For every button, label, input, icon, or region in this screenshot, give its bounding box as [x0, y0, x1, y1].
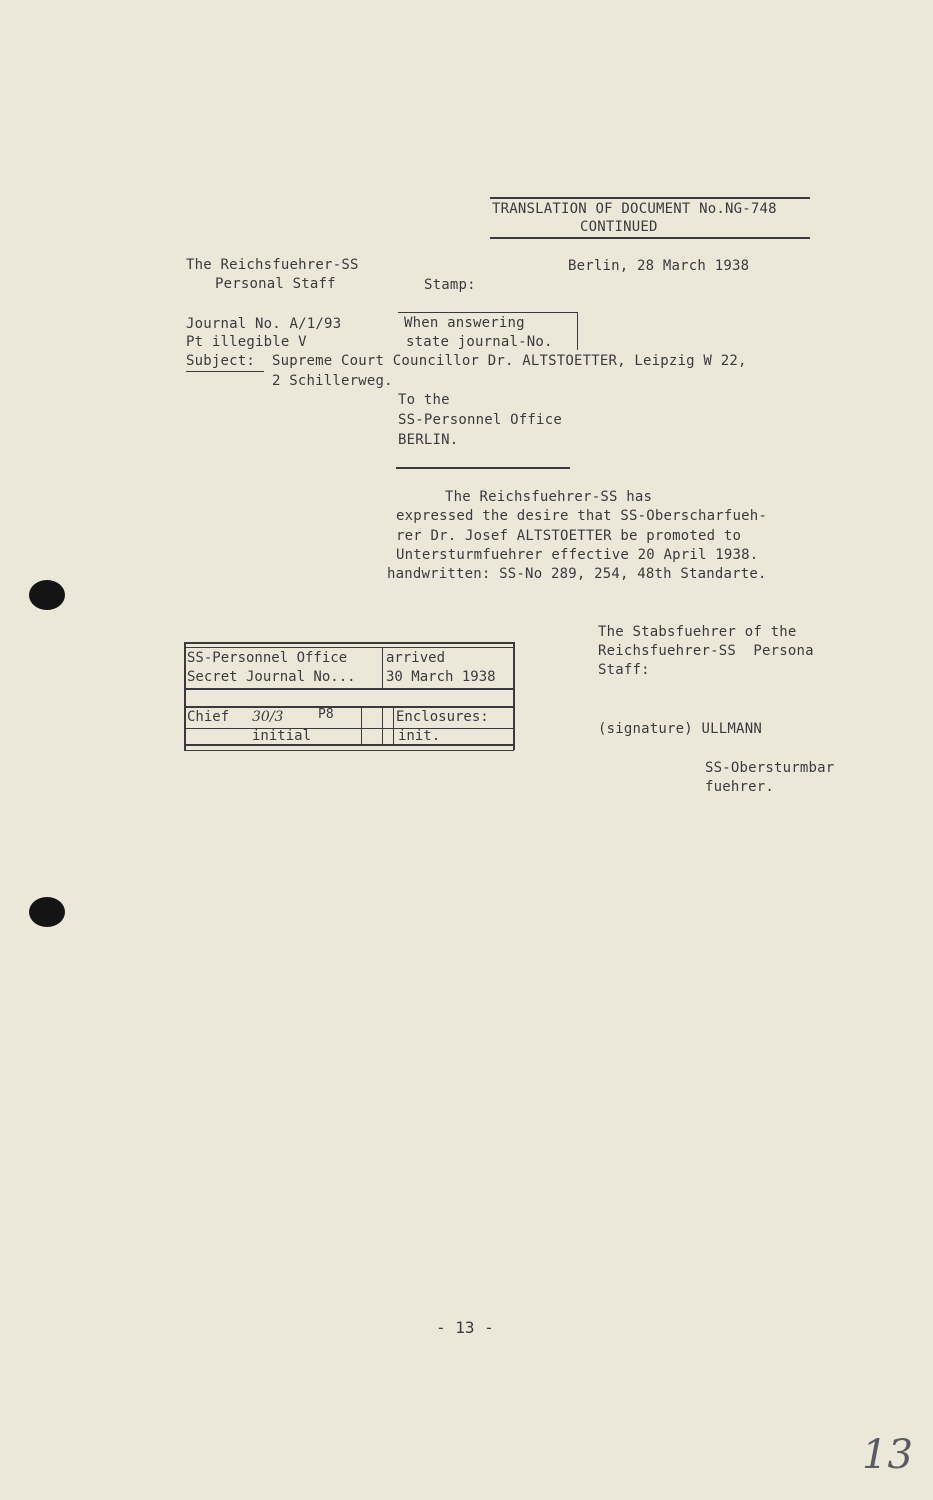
stamp-vline-left — [184, 642, 186, 750]
signature-line-3: Staff: — [598, 662, 650, 678]
stamp-office: SS-Personnel Office — [187, 650, 348, 666]
stamp-chief-extra: P8 — [318, 707, 334, 722]
answer-box-line-2: state journal-No. — [406, 334, 553, 350]
handwritten-page-mark: 13 — [862, 1432, 913, 1478]
recipient-separator — [396, 467, 570, 469]
stamp-chief-value: 30/3 — [252, 709, 284, 725]
page-number: - 13 - — [436, 1318, 494, 1337]
recipient-line-2: SS-Personnel Office — [398, 412, 562, 428]
header-rule-top — [490, 197, 810, 199]
signature-name: (signature) ULLMANN — [598, 721, 762, 737]
stamp-arrived-label: arrived — [386, 650, 446, 666]
stamp-arrived-date: 30 March 1938 — [386, 669, 496, 685]
body-line-4: Untersturmfuehrer effective 20 April 1938. — [396, 547, 759, 563]
body-line-5: handwritten: SS-No 289, 254, 48th Standarte. — [387, 566, 767, 582]
place-date: Berlin, 28 March 1938 — [568, 258, 750, 274]
journal-line-2: Pt illegible V — [186, 334, 307, 350]
punch-hole-bottom — [29, 897, 65, 927]
body-line-2: expressed the desire that SS-Oberscharfueh- — [396, 508, 768, 524]
punch-hole-top — [29, 580, 65, 610]
stamp-vline-right — [513, 642, 515, 750]
stamp-vline-b — [382, 707, 383, 745]
stamp-enclosures-label: Enclosures: — [396, 709, 489, 725]
stamp-vline-a — [361, 707, 362, 745]
sender-line-1: The Reichsfuehrer-SS — [186, 257, 359, 273]
subject-label: Subject: — [186, 353, 256, 369]
signature-rank-2: fuehrer. — [705, 779, 775, 795]
stamp-rule-7 — [184, 750, 514, 751]
subject-line-2: 2 Schillerweg. — [272, 373, 393, 389]
stamp-initial-label: initial — [252, 728, 312, 744]
stamp-rule-3 — [184, 688, 514, 690]
journal-line-1: Journal No. A/1/93 — [186, 316, 342, 332]
header-rule-bottom — [490, 237, 810, 239]
stamp-journal: Secret Journal No... — [187, 669, 356, 685]
recipient-line-1: To the — [398, 392, 450, 408]
stamp-rule-2 — [184, 647, 514, 648]
signature-line-2: Reichsfuehrer-SS Persona — [598, 643, 814, 659]
stamp-rule-1 — [184, 642, 514, 644]
stamp-vline-mid — [382, 648, 383, 688]
stamp-init-label: init. — [398, 728, 441, 744]
document-subtitle: CONTINUED — [580, 219, 658, 235]
body-line-1: The Reichsfuehrer-SS has — [445, 489, 653, 505]
stamp-chief-label: Chief — [187, 709, 230, 725]
stamp-rule-5 — [184, 728, 514, 729]
subject-line-1: Supreme Court Councillor Dr. ALTSTOETTER, Leipzig W 22, — [272, 353, 747, 369]
stamp-rule-6 — [184, 744, 514, 746]
signature-rank-1: SS-Obersturmbar — [705, 760, 835, 776]
recipient-line-3: BERLIN. — [398, 432, 459, 448]
stamp-label: Stamp: — [424, 277, 476, 293]
body-line-3: rer Dr. Josef ALTSTOETTER be promoted to — [396, 528, 742, 544]
subject-underline — [186, 371, 264, 372]
signature-line-1: The Stabsfuehrer of the — [598, 624, 797, 640]
document-title: TRANSLATION OF DOCUMENT No.NG-748 — [492, 201, 777, 217]
sender-line-2: Personal Staff — [215, 276, 336, 292]
answer-box-line-1: When answering — [404, 315, 525, 331]
stamp-vline-c — [393, 707, 394, 745]
